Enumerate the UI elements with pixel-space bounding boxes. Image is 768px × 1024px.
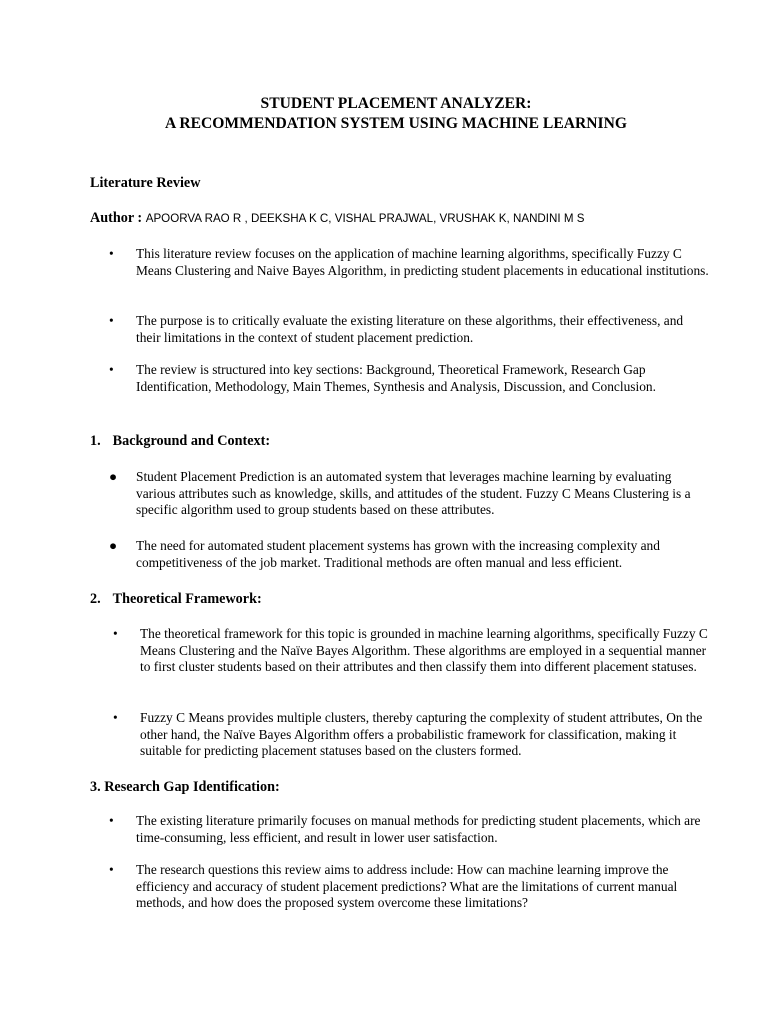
author-label: Author : bbox=[90, 210, 143, 226]
document-title bbox=[0, 94, 768, 134]
author-line bbox=[90, 209, 584, 228]
title-line-1: STUDENT PLACEMENT ANALYZER: bbox=[260, 95, 532, 112]
section-heading-3 bbox=[90, 778, 280, 796]
section-number: 2. bbox=[90, 591, 101, 607]
list-item-text: The purpose is to critically evaluate the existing literature on these algorithms, their effectiveness, and their limitations in the context of student placement prediction. bbox=[136, 313, 684, 345]
list-item-text: The need for automated student placement systems has grown with the increasing complexity and competitiveness of the job market. Traditional methods are often manual and less efficient. bbox=[136, 538, 660, 570]
bullet-icon: • bbox=[109, 813, 114, 828]
section-heading-1 bbox=[90, 432, 270, 450]
section-title: Theoretical Framework: bbox=[112, 591, 262, 607]
bullet-icon: • bbox=[113, 626, 118, 641]
list-item-text: This literature review focuses on the application of machine learning algorithms, specifically Fuzzy C Means Clustering and Naive Bayes Algorithm, in predicting student placements in educational institutions. bbox=[136, 246, 709, 278]
title-line-2: A RECOMMENDATION SYSTEM USING MACHINE LEARNING bbox=[165, 115, 627, 132]
section-number: 1. bbox=[90, 433, 101, 449]
bullet-icon: • bbox=[109, 362, 114, 377]
list-item-text: The review is structured into key sections: Background, Theoretical Framework, Research Gap Identification, Methodology, Main Themes, Synthesis and Analysis, Discussion, and Conclusion. bbox=[136, 362, 656, 394]
list-item-text: The research questions this review aims to address include: How can machine learning improve the efficiency and accuracy of student placement predictions? What are the limitations of current manual methods, and how does the proposed system overcome these limitations? bbox=[136, 862, 678, 911]
section-heading-2 bbox=[90, 590, 262, 608]
list-item-text: Student Placement Prediction is an automated system that leverages machine learning by evaluating various attributes such as knowledge, skills, and attitudes of the student. Fuzzy C Means Clustering is a specific algorithm used to group students based on these attributes. bbox=[136, 469, 691, 518]
section-title: Background and Context: bbox=[112, 433, 271, 449]
bullet-icon: • bbox=[109, 246, 114, 261]
list-item-text: The theoretical framework for this topic is grounded in machine learning algorithms, specifically Fuzzy C Means Clustering and the Naïve Bayes Algorithm. These algorithms are employed in a sequential manner to first cluster students based on their attributes and then classify them into different placement statuses. bbox=[140, 626, 708, 675]
section-number: 3. bbox=[90, 779, 101, 795]
list-item-text: Fuzzy C Means provides multiple clusters, thereby capturing the complexity of student attributes, On the other hand, the Naïve Bayes Algorithm offers a probabilistic framework for classification, making it suitable for predicting placement statuses based on the clusters formed. bbox=[140, 710, 703, 759]
bullet-icon: • bbox=[109, 313, 114, 328]
bullet-icon: ● bbox=[109, 469, 118, 484]
bullet-icon: ● bbox=[109, 538, 118, 553]
bullet-icon: • bbox=[113, 710, 118, 725]
author-names: APOORVA RAO R , DEEKSHA K C, VISHAL PRAJWAL, VRUSHAK K, NANDINI M S bbox=[145, 212, 585, 225]
bullet-icon: • bbox=[109, 862, 114, 877]
literature-review-heading: Literature Review bbox=[90, 175, 201, 191]
section-title: Research Gap Identification: bbox=[104, 779, 280, 795]
list-item-text: The existing literature primarily focuses on manual methods for predicting student placements, which are time-consuming, less efficient, and result in lower user satisfaction. bbox=[136, 813, 701, 845]
